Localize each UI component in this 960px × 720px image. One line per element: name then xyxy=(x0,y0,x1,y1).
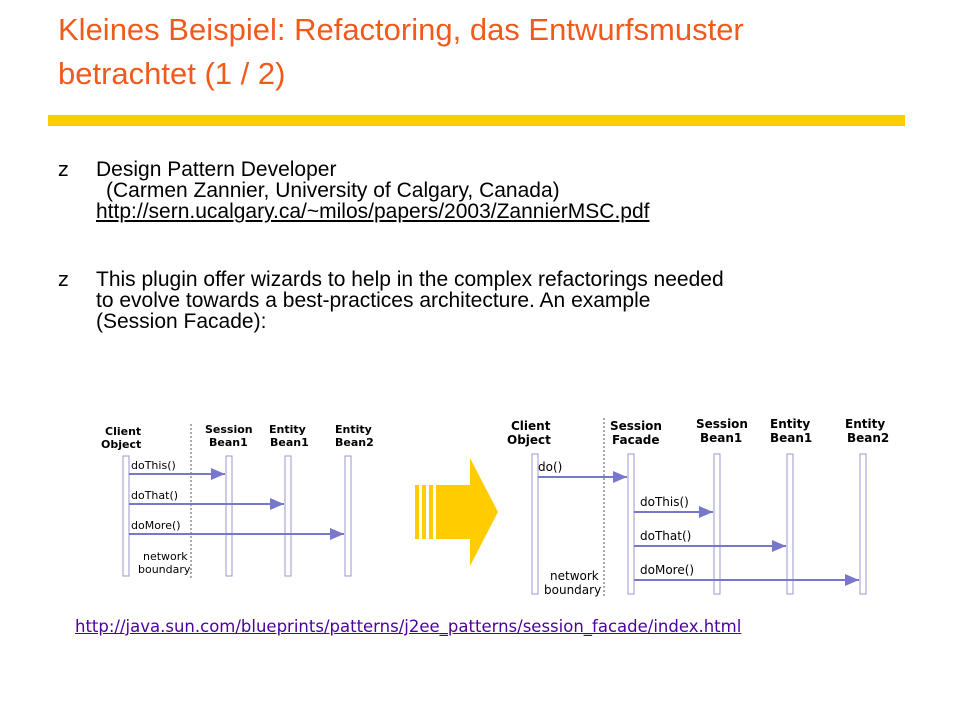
sequence-diagram-before xyxy=(95,410,385,590)
message-label: doThat() xyxy=(131,489,179,502)
z-bullet-glyph: z xyxy=(58,267,69,291)
bullet-text: (Session Facade): xyxy=(96,310,267,333)
lifeline-entity-bean1 xyxy=(787,454,793,594)
lifeline-entity-bean2 xyxy=(345,456,351,576)
lifeline-entity-bean2 xyxy=(860,454,866,594)
message-label: doThis() xyxy=(131,459,176,472)
title-accent-bar xyxy=(48,115,905,126)
session-facade-link[interactable]: http://java.sun.com/blueprints/patterns/j2ee_patterns/session_facade/index.html xyxy=(75,617,742,636)
lifeline-client-object xyxy=(532,454,538,594)
header-entity-bean2: Entity Bean2 xyxy=(335,423,374,449)
message-label: do() xyxy=(538,460,563,474)
slide-title-line1: Kleines Beispiel: Refactoring, das Entwurfsmuster xyxy=(58,12,744,47)
z-bullet-glyph: z xyxy=(58,157,69,181)
message-label: doMore() xyxy=(640,563,695,577)
bullet-text: Design Pattern Developer xyxy=(96,158,337,181)
message-label: doMore() xyxy=(131,519,181,532)
sequence-diagram-after xyxy=(500,408,895,603)
slide-title xyxy=(58,8,938,96)
lifeline-entity-bean1 xyxy=(285,456,291,576)
thesis-link[interactable]: http://sern.ucalgary.ca/~milos/papers/2003/ZannierMSC.pdf xyxy=(96,200,650,223)
slide-title-line2: betrachtet (1 / 2) xyxy=(58,56,286,91)
network-boundary-label: network boundary xyxy=(138,550,191,576)
header-session-bean1: Session Bean1 xyxy=(205,423,253,449)
header-entity-bean1: Entity Bean1 xyxy=(770,417,813,445)
right-arrow-icon xyxy=(412,455,502,570)
header-client-object: Client Object xyxy=(507,419,551,447)
lifeline-client-object xyxy=(123,456,129,576)
message-label: doThis() xyxy=(640,495,689,509)
header-client-object: Client Object xyxy=(101,425,142,451)
header-session-bean1: Session Bean1 xyxy=(696,417,748,445)
bullet-text: This plugin offer wizards to help in the complex refactorings needed xyxy=(96,268,724,291)
header-entity-bean2: Entity Bean2 xyxy=(845,417,890,445)
lifeline-session-bean1 xyxy=(226,456,232,576)
header-entity-bean1: Entity Bean1 xyxy=(269,423,309,449)
header-session-facade: Session Facade xyxy=(610,419,662,447)
lifeline-session-facade xyxy=(628,454,634,594)
bullet-text: (Carmen Zannier, University of Calgary, Canada) xyxy=(106,179,560,202)
message-label: doThat() xyxy=(640,529,692,543)
bullet-text: to evolve towards a best-practices architecture. An example xyxy=(96,289,651,312)
lifeline-session-bean1 xyxy=(714,454,720,594)
network-boundary-label: network boundary xyxy=(544,569,602,597)
